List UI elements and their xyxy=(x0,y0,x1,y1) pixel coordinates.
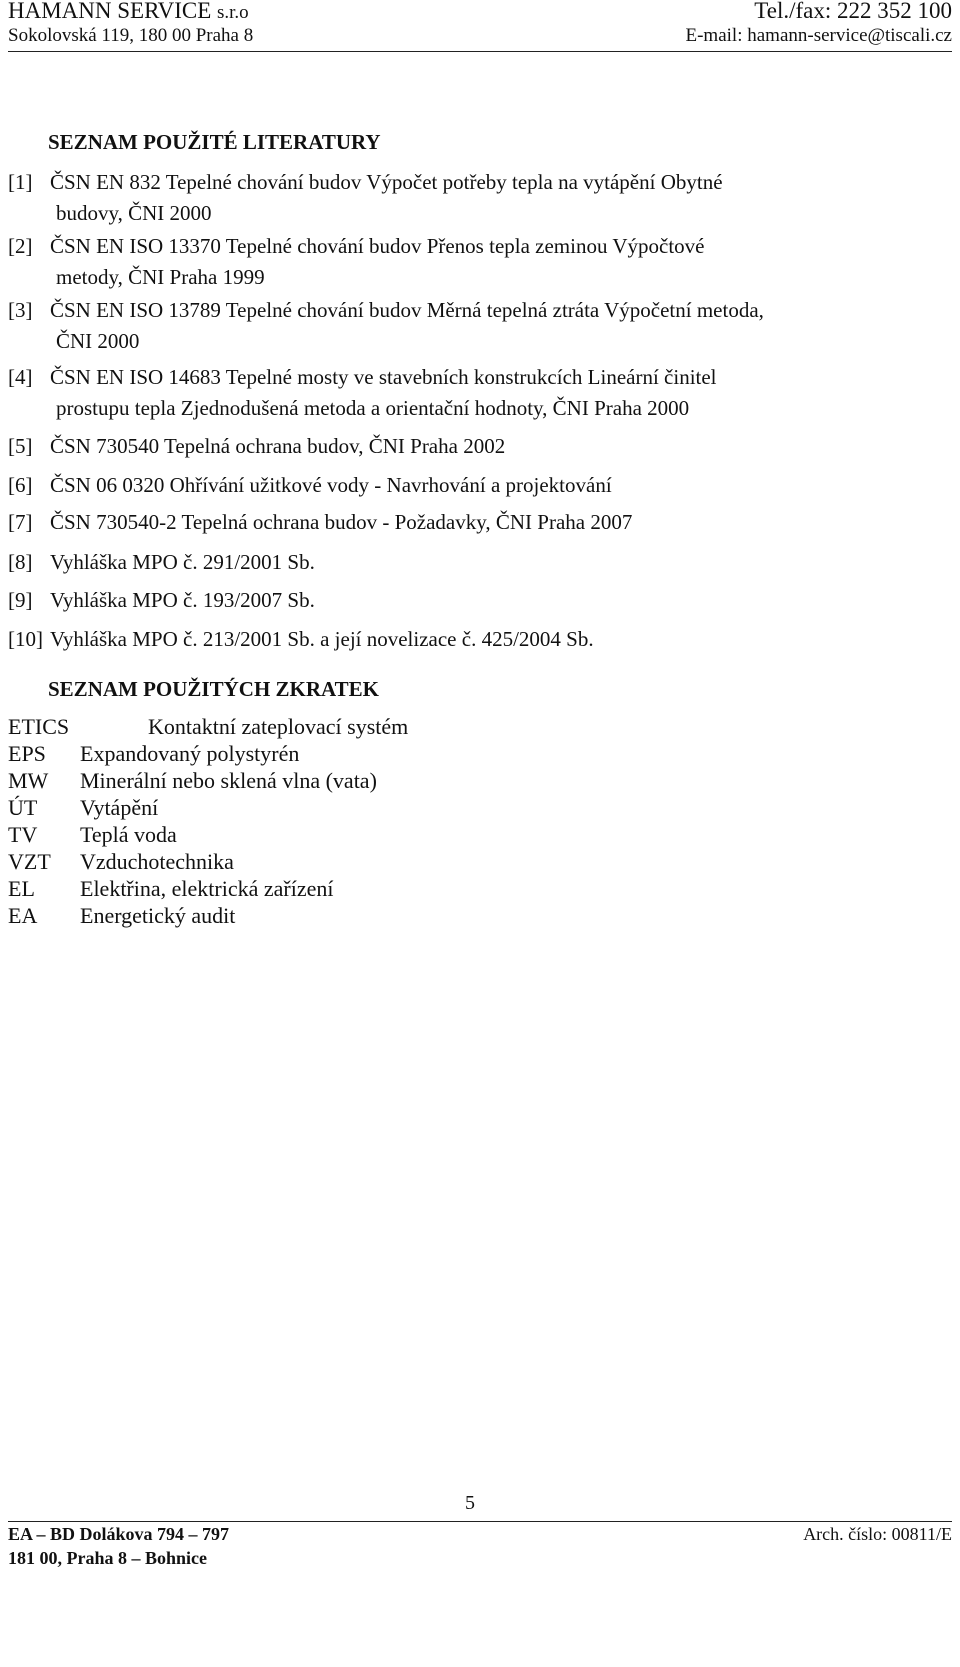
reference-number: [6] xyxy=(8,473,33,497)
reference-item xyxy=(8,547,315,578)
abbreviation-key: VZT xyxy=(8,849,51,874)
company-name-text: HAMANN SERVICE xyxy=(8,0,212,23)
reference-text: ČSN EN ISO 13789 Tepelné chování budov Měrná tepelná ztráta Výpočetní metoda, xyxy=(50,298,764,322)
abbreviation-row xyxy=(8,714,608,741)
page-number: 5 xyxy=(465,1492,475,1514)
abbreviation-key: EPS xyxy=(8,741,46,766)
reference-text: ČSN EN ISO 14683 Tepelné mosty ve stavebních konstrukcích Lineární činitel xyxy=(50,365,717,389)
reference-text-continued: budovy, ČNI 2000 xyxy=(56,201,212,225)
company-address: Sokolovská 119, 180 00 Praha 8 xyxy=(8,25,254,46)
abbreviation-row xyxy=(8,795,608,822)
abbreviation-key: MW xyxy=(8,768,49,793)
reference-item xyxy=(8,167,723,229)
abbreviation-key: TV xyxy=(8,822,38,847)
abbreviation-value: Kontaktní zateplovací systém xyxy=(148,714,409,739)
reference-number: [4] xyxy=(8,365,33,389)
reference-text: ČSN 730540 Tepelná ochrana budov, ČNI Praha 2002 xyxy=(50,434,506,458)
footer-rule xyxy=(8,1521,952,1522)
abbreviation-row xyxy=(8,849,608,876)
reference-item xyxy=(8,585,315,616)
abbreviation-key: EL xyxy=(8,876,35,901)
abbreviation-value: Elektřina, elektrická zařízení xyxy=(80,876,334,901)
reference-text: ČSN 06 0320 Ohřívání užitkové vody - Navrhování a projektování xyxy=(50,473,612,497)
abbreviation-row xyxy=(8,903,608,930)
abbreviation-value: Vzduchotechnika xyxy=(80,849,234,874)
abbreviation-value: Vytápění xyxy=(80,795,159,820)
reference-number: [1] xyxy=(8,170,33,194)
reference-text: ČSN EN 832 Tepelné chování budov Výpočet potřeby tepla na vytápění Obytné xyxy=(50,170,723,194)
footer-location: 181 00, Praha 8 – Bohnice xyxy=(8,1548,208,1568)
reference-item xyxy=(8,362,717,424)
reference-text-continued: ČNI 2000 xyxy=(56,329,140,353)
reference-item xyxy=(8,624,594,655)
reference-text: ČSN EN ISO 13370 Tepelné chování budov Přenos tepla zeminou Výpočtové xyxy=(50,234,705,258)
reference-item xyxy=(8,295,764,357)
footer-project: EA – BD Dolákova 794 – 797 xyxy=(8,1524,230,1544)
reference-number: [10] xyxy=(8,627,43,651)
reference-text: Vyhláška MPO č. 291/2001 Sb. xyxy=(50,550,315,574)
reference-number: [9] xyxy=(8,588,33,612)
abbreviation-row xyxy=(8,876,608,903)
footer-archive: Arch. číslo: 00811/E xyxy=(803,1524,952,1544)
company-email: E-mail: hamann-service@tiscali.cz xyxy=(685,25,952,46)
company-name xyxy=(8,0,249,24)
reference-item xyxy=(8,507,632,538)
abbreviation-row xyxy=(8,768,608,795)
abbreviation-value: Teplá voda xyxy=(80,822,177,847)
abbreviation-key: ETICS xyxy=(8,714,70,739)
reference-item xyxy=(8,431,505,462)
reference-text: Vyhláška MPO č. 193/2007 Sb. xyxy=(50,588,315,612)
reference-item xyxy=(8,231,705,293)
reference-item xyxy=(8,470,612,501)
abbreviation-value: Energetický audit xyxy=(80,903,236,928)
company-suffix: s.r.o xyxy=(217,2,249,23)
abbreviation-value: Minerální nebo sklená vlna (vata) xyxy=(80,768,377,793)
abbreviation-key: ÚT xyxy=(8,795,38,820)
reference-number: [2] xyxy=(8,234,33,258)
header-rule xyxy=(8,51,952,52)
reference-text-continued: metody, ČNI Praha 1999 xyxy=(56,265,265,289)
abbreviation-key: EA xyxy=(8,903,38,928)
literature-title: SEZNAM POUŽITÉ LITERATURY xyxy=(48,130,381,154)
abbreviation-row xyxy=(8,741,608,768)
reference-number: [3] xyxy=(8,298,33,322)
abbreviation-value: Expandovaný polystyrén xyxy=(80,741,300,766)
reference-text: Vyhláška MPO č. 213/2001 Sb. a její novelizace č. 425/2004 Sb. xyxy=(50,627,594,651)
abbreviation-row xyxy=(8,822,608,849)
abbreviations-title: SEZNAM POUŽITÝCH ZKRATEK xyxy=(48,677,379,701)
company-phone: Tel./fax: 222 352 100 xyxy=(754,0,952,23)
reference-text: ČSN 730540-2 Tepelná ochrana budov - Požadavky, ČNI Praha 2007 xyxy=(50,510,633,534)
reference-text-continued: prostupu tepla Zjednodušená metoda a orientační hodnoty, ČNI Praha 2000 xyxy=(56,396,690,420)
reference-number: [5] xyxy=(8,434,33,458)
reference-number: [7] xyxy=(8,510,33,534)
reference-number: [8] xyxy=(8,550,33,574)
